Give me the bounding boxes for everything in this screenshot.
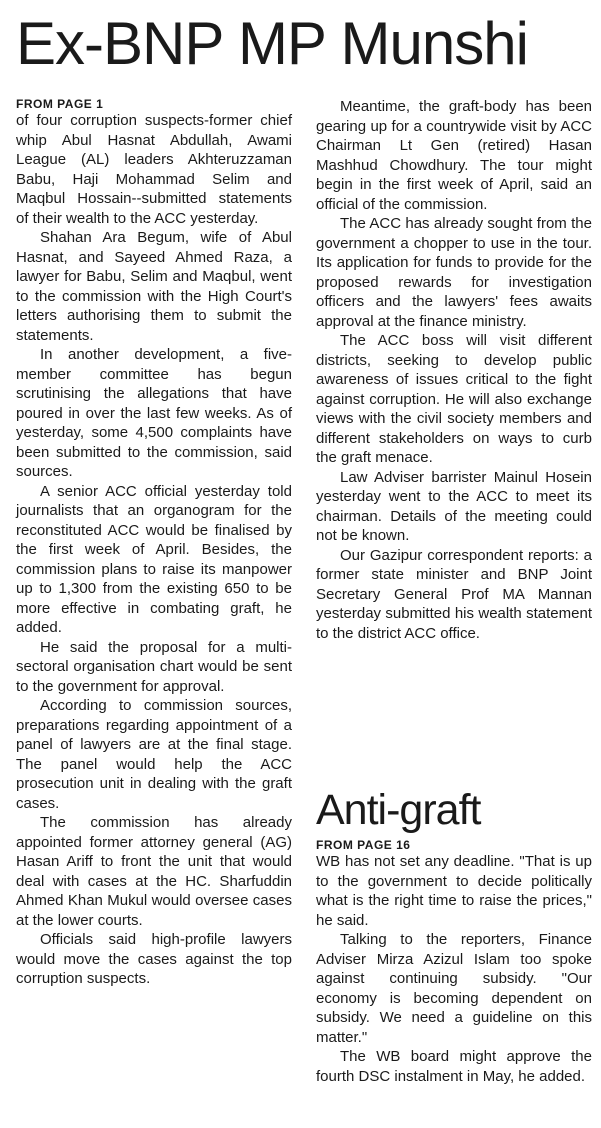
- paragraph: The commission has already appointed former attorney general (AG) Hasan Ariff to front the unit that would deal with cases at the HC. Sharfuddin Ahmed Khan Mukul would oversee cases at the lower courts.: [16, 814, 292, 929]
- paragraph: Our Gazipur correspondent reports: a former state minister and BNP Joint Secretary General Prof MA Mannan yesterday submitted his wealth statement to the district ACC office.: [316, 546, 592, 642]
- story2-column: [316, 838, 592, 1086]
- paragraph: of four corruption suspects-former chief whip Abul Hasnat Abdullah, Awami League (AL) leaders Akhteruzzaman Babu, Haji Mohammad Selim and Maqbul Hossain--submitted statements of their wealth to the ACC yesterday.: [16, 112, 292, 227]
- paragraph: A senior ACC official yesterday told journalists that an organogram for the reconstituted ACC would be finalised by the first week of April. Besides, the commission plans to raise its manpower up to 1,300 from the existing 650 to be more effective in combating graft, he added.: [16, 482, 292, 636]
- paragraph: Meantime, the graft-body has been gearing up for a countrywide visit by ACC Chairman Lt Gen (retired) Hasan Mashhud Chowdhury. The tour might begin in the first week of April, said an official of the commission.: [316, 98, 592, 213]
- story1-left-column: [16, 97, 292, 989]
- headline-anti-graft: Anti-graft: [316, 786, 481, 834]
- paragraph: In another development, a five-member committee has begun scrutinising the allegations that have poured in over the last few weeks. As of yesterday, some 4,500 complaints have been submitted to the commission, said sources.: [16, 346, 292, 480]
- paragraph: Law Adviser barrister Mainul Hosein yesterday went to the ACC to meet its chairman. Details of the meeting could not be known.: [316, 468, 592, 544]
- paragraph: WB has not set any deadline. "That is up to the government to decide politically what is the right time to raise the prices," he said.: [316, 853, 592, 929]
- paragraph: The WB board might approve the fourth DSC instalment in May, he added.: [316, 1048, 592, 1085]
- paragraph: The ACC boss will visit different districts, seeking to develop public awareness of issues critical to the fight against corruption. He will also exchange views with the civil society members and different stakeholders on ways to curb the graft menace.: [316, 332, 592, 466]
- jump-line-from-page-1: FROM PAGE 1: [16, 97, 104, 111]
- paragraph: Talking to the reporters, Finance Adviser Mirza Azizul Islam too spoke against continuing subsidy. "Our economy is becoming dependent on subsidy. We need a guideline on this matter.": [316, 931, 592, 1046]
- jump-line-from-page-16: FROM PAGE 16: [316, 838, 411, 852]
- story1-right-column: [316, 97, 592, 643]
- paragraph: Shahan Ara Begum, wife of Abul Hasnat, and Sayeed Ahmed Raza, a lawyer for Babu, Selim and Maqbul, went to the commission with the High Court's letters authorising them to submit the statements.: [16, 229, 292, 344]
- paragraph: According to commission sources, preparations regarding appointment of a panel of lawyers are at the final stage. The panel would help the ACC prosecution unit in dealing with the graft cases.: [16, 697, 292, 812]
- headline-ex-bnp-mp-munshi: Ex-BNP MP Munshi: [16, 10, 528, 77]
- paragraph: Officials said high-profile lawyers would move the cases against the top corruption suspects.: [16, 931, 292, 987]
- paragraph: He said the proposal for a multi-sectoral organisation chart would be sent to the government for approval.: [16, 638, 292, 695]
- paragraph: The ACC has already sought from the government a chopper to use in the tour. Its application for funds to provide for the proposed rewards for investigation officers and the lawyers' fees awaits approval at the finance ministry.: [316, 215, 592, 330]
